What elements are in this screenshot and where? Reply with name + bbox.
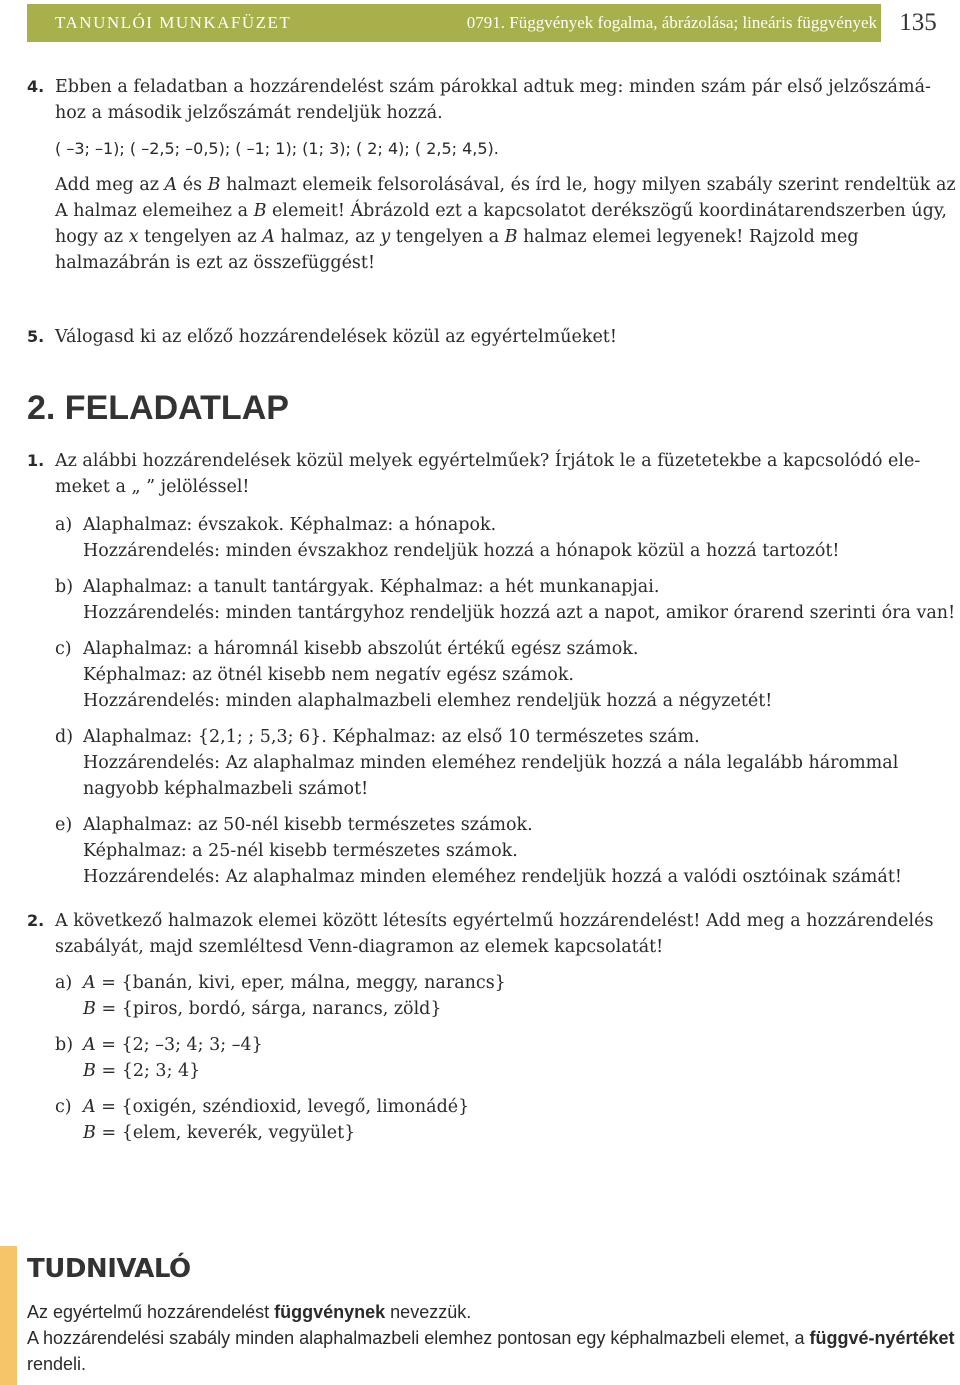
page-header [27,4,955,42]
subtask-c: c) Alaphalmaz: a háromnál kisebb abszolút értékű egész számok. Képhalmaz: az ötnél kisebb nem negatív egész számok. Hozzárendelés: minden alaphalmazbeli elemhez rendeljük hozzá a négyzetét! [55,639,773,711]
task-text: Válogasd ki az előző hozzárendelések közül az egyértelműeket! [55,327,617,347]
task-text: Ebben a feladatban a hozzárendelést szám párokkal adtuk meg: minden szám pár első jelzőszámá-hoz a második jelzőszámát rendeljük hozzá. [55,77,931,123]
tudnivalo-box [0,1246,960,1385]
task-5 [27,324,957,350]
tudnivalo-title: TUDNIVALÓ [27,1254,191,1284]
task-text: A következő halmazok elemei között létesíts egyértelmű hozzárendelést! Add meg a hozzárendelés szabályát, majd szemléltesd Venn-diagramon az elemek kapcsolatát! [55,911,934,957]
subtask-c: c) A = {oxigén, széndioxid, levegő, limonádé} B = {elem, keverék, vegyület} [55,1097,470,1143]
task-instructions: Add meg az A és B halmazt elemeik felsorolásával, és írd le, hogy milyen szabály szerint rendeltük az A halmaz elemeihez a B elemeit! Ábrázold ezt a kapcsolatot derékszögű koordinátarendszerben úgy, hogy az x tengelyen az A halmaz, az y tengelyen a B halmaz elemei legyenek! Rajzold meg halmazábrán is ezt az összefüggést! [55,175,956,273]
subtask-d: d) Alaphalmaz: {2,1; ; 5,3; 6}. Képhalmaz: az első 10 természetes szám. Hozzárendelés: Az alaphalmaz minden eleméhez rendeljük hozzá a nála legalább hárommal nagyobb képhalmazbeli számot! [55,727,899,799]
task-number: 5. [27,327,45,346]
task-number: 2. [27,911,45,930]
tudnivalo-accent-bar [0,1246,17,1385]
header-chapter-title: 0791. Függvények fogalma, ábrázolása; lineáris függvények [466,13,877,32]
task-number: 4. [27,77,45,96]
feladat-1 [27,448,957,890]
tudnivalo-text: Az egyértelmű hozzárendelést függvénynek nevezzük. A hozzárendelési szabály minden alaphalmazbeli elemhez pontosan egy képhalmazbeli elemet, a függvé-nyértéket rendeli. [27,1302,955,1374]
main-content [27,74,957,1146]
task-4 [27,74,957,276]
page-number: 135 [881,4,955,42]
task-text: Az alábbi hozzárendelések közül melyek egyértelműek? Írjátok le a füzetetekbe a kapcsolódó ele-meket a „ ” jelöléssel! [55,451,921,497]
subtask-a: a) A = {banán, kivi, eper, málna, meggy, narancs} B = {piros, bordó, sárga, narancs, zöld} [55,973,506,1019]
subtask-b: b) Alaphalmaz: a tanult tantárgyak. Képhalmaz: a hét munkanapjai. Hozzárendelés: minden tantárgyhoz rendeljük hozzá azt a napot, amikor órarend szerinti óra van! [55,577,956,623]
feladat-2 [27,908,957,1146]
header-book-title: TANUNLÓI MUNKAFÜZET [55,13,292,32]
subtask-e: e) Alaphalmaz: az 50-nél kisebb természetes számok. Képhalmaz: a 25-nél kisebb természetes számok. Hozzárendelés: Az alaphalmaz minden eleméhez rendeljük hozzá a valódi osztóinak számát! [55,815,902,887]
task-number: 1. [27,451,45,470]
subtask-a: a) Alaphalmaz: évszakok. Képhalmaz: a hónapok. Hozzárendelés: minden évszakhoz rendeljük hozzá a hónapok közül a hozzá tartozót! [55,515,840,561]
section-title: 2. FELADATLAP [27,389,289,427]
subtask-b: b) A = {2; –3; 4; 3; –4} B = {2; 3; 4} [55,1035,263,1081]
number-pairs: ( –3; –1); ( –2,5; –0,5); ( –1; 1); (1; 3); ( 2; 4); ( 2,5; 4,5). [55,139,499,158]
